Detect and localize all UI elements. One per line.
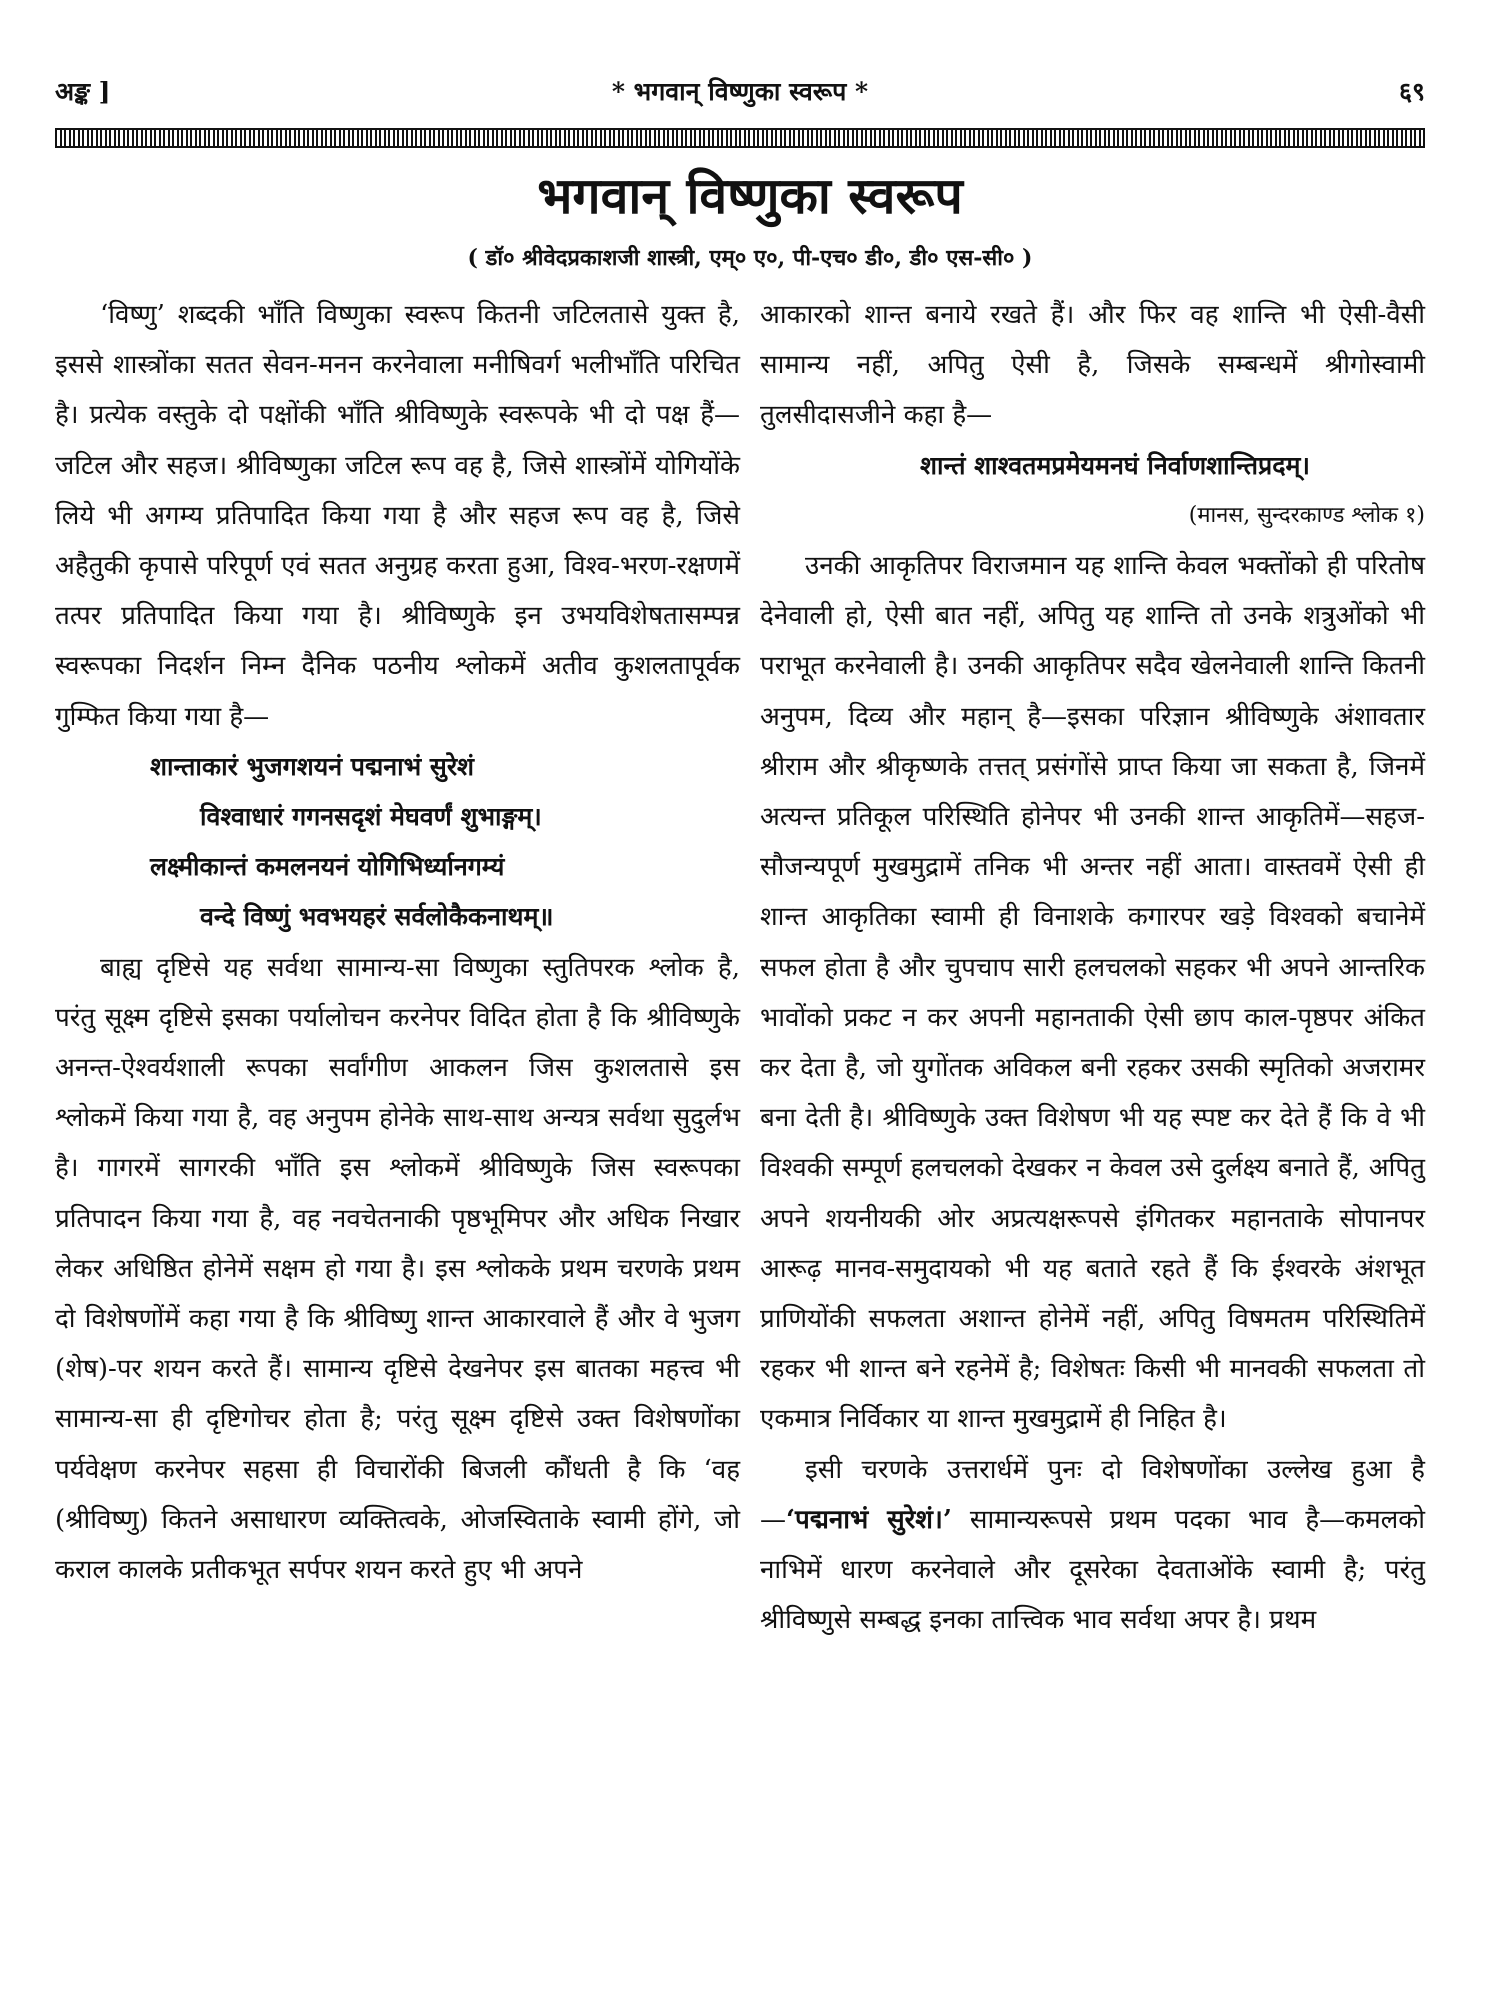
paragraph: उनकी आकृतिपर विराजमान यह शान्ति केवल भक्तोंको ही परितोष देनेवाली हो, ऐसी बात नहीं, अपितु यह शान्ति तो उनके शत्रुओंको भी पराभूत करनेवाली है। उनकी आकृतिपर सदैव खेलनेवाली शान्ति कितनी अनुपम, दिव्य और महान् है—इसका परिज्ञान श्रीविष्णुके अंशावतार श्रीराम और श्रीकृष्णके तत्तत् प्रसंगोंसे प्राप्त किया जा सकता है, जिनमें अत्यन्त प्रतिकूल परिस्थिति होनेपर भी उनकी शान्त आकृतिमें—सहज-सौजन्यपूर्ण मुखमुद्रामें तनिक भी अन्तर नहीं आता। वास्तवमें ऐसी ही शान्त आकृतिका स्वामी ही विनाशके कगारपर खड़े विश्वको बचानेमें सफल होता है और चुपचाप सारी हलचलको सहकर भी अपने आन्तरिक भावोंको प्रकट न कर अपनी महानताकी ऐसी छाप काल-पृष्ठपर अंकित कर देता है, जो युगोंतक अविकल बनी रहकर उसकी स्मृतिको अजरामर बना देती है। श्रीविष्णुके उक्त विशेषण भी यह स्पष्ट कर देते हैं कि वे भी विश्वकी सम्पूर्ण हलचलको देखकर न केवल उसे दुर्लक्ष्य बनाते हैं, अपितु अपने शयनीयकी ओर अप्रत्यक्षरूपसे इंगितकर महानताके सोपानपर आरूढ़ मानव-समुदायको भी यह बताते रहते हैं कि ईश्वरके अंशभूत प्राणियोंकी सफलता अशान्त होनेमें नहीं, अपितु विषमतम परिस्थितिमें रहकर भी शान्त बने रहनेमें है; विशेषतः किसी भी मानवकी सफलता तो एकमात्र निर्विकार या शान्त मुखमुद्रामें ही निहित है। [760, 551, 1425, 1435]
left-column [55, 290, 740, 1595]
emphasized-phrase: ‘पद्मनाभं सुरेशं।’ [786, 1504, 952, 1535]
verse-line: विश्वाधारं गगनसदृशं मेघवर्णं शुभाङ्गम्। [200, 802, 542, 832]
paragraph: ‘विष्णु’ शब्दकी भाँति विष्णुका स्वरूप कितनी जटिलतासे युक्त है, इससे शास्त्रोंका सतत सेवन-मनन करनेवाला मनीषिवर्ग भलीभाँति परिचित है। प्रत्येक वस्तुके दो पक्षोंकी भाँति श्रीविष्णुके स्वरूपके भी दो पक्ष हैं—जटिल और सहज। श्रीविष्णुका जटिल रूप वह है, जिसे शास्त्रोंमें योगियोंके लिये भी अगम्य प्रतिपादित किया गया है और सहज रूप वह है, जिसे अहैतुकी कृपासे परिपूर्ण एवं सतत अनुग्रह करता हुआ, विश्व-भरण-रक्षणमें तत्पर प्रतिपादित किया गया है। श्रीविष्णुके इन उभयविशेषतासम्पन्न स्वरूपका निदर्शन निम्न दैनिक पठनीय श्लोकमें अतीव कुशलतापूर्वक गुम्फित किया गया है— [55, 300, 740, 732]
decorative-border [55, 128, 1425, 148]
page-number: ६९ [1398, 77, 1425, 106]
paragraph-text: सामान्यरूपसे प्रथम पदका भाव है—कमलको नाभिमें धारण करनेवाले और दूसरेका देवताओंके स्वामी है; परंतु श्रीविष्णुसे सम्बद्ध इनका तात्त्विक भाव सर्वथा अपर है। प्रथम [760, 1504, 1425, 1636]
paragraph-text: इसी चरणके उत्तरार्धमें पुनः दो विशेषणोंका उल्लेख हुआ है— [760, 1454, 1425, 1535]
issue-label: अङ्क ] [55, 77, 111, 106]
verse-line: लक्ष्मीकान्तं कमलनयनं योगिभिर्ध्यानगम्यं [150, 852, 505, 882]
article-title: भगवान् विष्णुका स्वरूप [537, 166, 963, 225]
quoted-verse: शान्तं शाश्वतमप्रमेयमनघं निर्वाणशान्तिप्रदम्। [920, 450, 1310, 480]
verse-line: वन्दे विष्णुं भवभयहरं सर्वलोकैकनाथम्॥ [200, 902, 554, 932]
paragraph [760, 1445, 1425, 1646]
running-title: * भगवान् विष्णुका स्वरूप * [611, 77, 869, 106]
author-byline: ( डॉ० श्रीवेदप्रकाशजी शास्त्री, एम्० ए०, पी-एच० डी०, डी० एस-सी० ) [467, 245, 1033, 271]
verse-line: शान्ताकारं भुजगशयनं पद्मनाभं सुरेशं [150, 751, 475, 781]
paragraph: आकारको शान्त बनाये रखते हैं। और फिर वह शान्ति भी ऐसी-वैसी सामान्य नहीं, अपितु ऐसी है, जिसके सम्बन्धमें श्रीगोस्वामी तुलसीदासजीने कहा है— [760, 300, 1425, 431]
paragraph: बाह्य दृष्टिसे यह सर्वथा सामान्य-सा विष्णुका स्तुतिपरक श्लोक है, परंतु सूक्ष्म दृष्टिसे इसका पर्यालोचन करनेपर विदित होता है कि श्रीविष्णुके अनन्त-ऐश्वर्यशाली रूपका सर्वांगीण आकलन जिस कुशलतासे इस श्लोकमें किया गया है, वह अनुपम होनेके साथ-साथ अन्यत्र सर्वथा सुदुर्लभ है। गागरमें सागरकी भाँति इस श्लोकमें श्रीविष्णुके जिस स्वरूपका प्रतिपादन किया गया है, वह नवचेतनाकी पृष्ठभूमिपर और अधिक निखार लेकर अधिष्ठित होनेमें सक्षम हो गया है। इस श्लोकके प्रथम चरणके प्रथम दो विशेषणोंमें कहा गया है कि श्रीविष्णु शान्त आकारवाले हैं और वे भुजग (शेष)-पर शयन करते हैं। सामान्य दृष्टिसे देखनेपर इस बातका महत्त्व भी सामान्य-सा ही दृष्टिगोचर होता है; परंतु सूक्ष्म दृष्टिसे उक्त विशेषणोंका पर्यवेक्षण करनेपर सहसा ही विचारोंकी बिजली कौंधती है कि ‘वह (श्रीविष्णु) कितने असाधारण व्यक्तित्वके, ओजस्विताके स्वामी होंगे, जो कराल कालके प्रतीकभूत सर्पपर शयन करते हुए भी अपने [55, 952, 740, 1586]
right-column [760, 290, 1425, 1645]
verse-citation: (मानस, सुन्दरकाण्ड श्लोक १) [1188, 502, 1425, 528]
running-head [55, 74, 1425, 118]
